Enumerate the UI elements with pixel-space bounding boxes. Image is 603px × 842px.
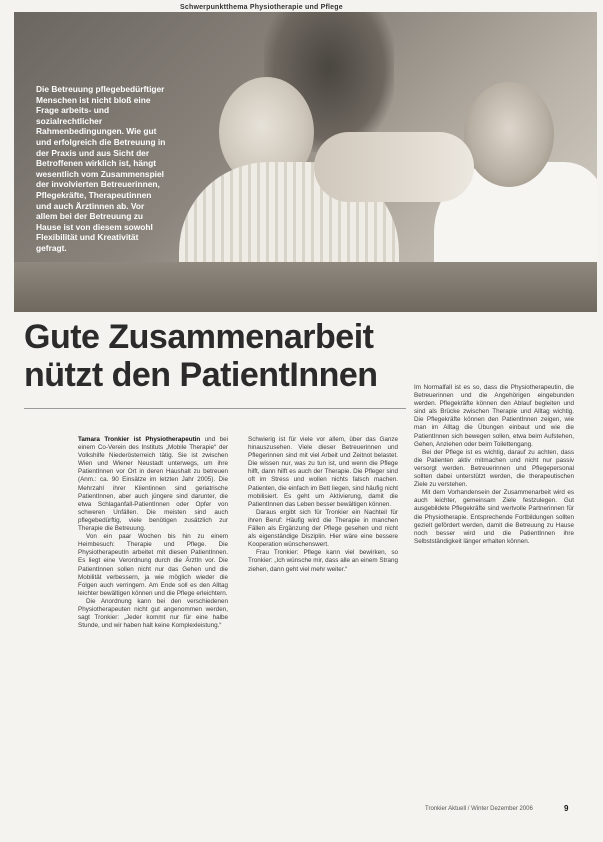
column-2-paragraph-1: Schwierig ist für viele vor allem, über das Ganze hinauszusehen. Viele dieser Betreuerinnen und Pflegerinnen sind mit viel Arbeit und Zeitnot belastet. Die wissen nur, was zu tun ist, und wenn die Pflege hilft, dann hilft es auch der Therapie. Die Pfleger sind oft im Stress und wollen nichts falsch machen. Patienten, die einfach im Bett liegen, sind häufig nicht mobilisiert. Es geht um Aktivierung, damit die PatientInnen das Leben besser bewältigen können. xyxy=(248,436,398,508)
headline xyxy=(24,318,378,394)
page-number: 9 xyxy=(564,804,569,813)
column-1-paragraph-2: Von ein paar Wochen bis hin zu einem Heimbesuch: Therapie und Pflege. Die PhysiotherapeutIn arbeitet mit diesen PatientInnen. Es liegt eine Verordnung durch die ÄrztIn vor. Die PatientInnen sollen nicht nur das Gehen und die Mobilität verbessern, ja wie möglich wieder die Folgen auch verringern. Am Ende soll es den Alltag leichter bewältigen können und die Pflege erleichtern. xyxy=(78,533,228,597)
article-photo xyxy=(14,12,597,312)
column-3-paragraph-2: Bei der Pflege ist es wichtig, darauf zu achten, dass die Patienten aktiv mitmachen und nicht nur passiv versorgt werden. Betreuerinnen und Pflegepersonal sollten dabei unterstützt werden, die therapeutischen Ziele zu verstehen. xyxy=(414,448,574,489)
column-1-paragraph-3: Die Anordnung kann bei den verschiedenen Physiotherapeuten nicht gut angenommen werden, sagt Tronkier: „Jeder kommt nur für eine halbe Stunde, und wir haben halt keine Komplexleistung.“ xyxy=(78,597,228,630)
lead-text: Tamara Tronkier ist Physiotherapeutin xyxy=(78,436,201,443)
photo-table xyxy=(14,262,597,312)
photo-man-head xyxy=(464,82,554,187)
section-header: Schwerpunktthema Physiotherapie und Pflege xyxy=(180,4,343,11)
column-1-paragraph-1 xyxy=(78,436,228,533)
column-2-paragraph-3: Frau Tronkier: Pflege kann viel bewirken, so Tronkier: „Ich wünsche mir, dass alle an einem Strang ziehen, dann geht viel mehr weiter.“ xyxy=(248,549,398,573)
article-column-3 xyxy=(414,384,574,546)
photo-caption: Die Betreuung pflegebedürftiger Menschen ist nicht bloß eine Frage arbeits- und sozialrechtlicher Rahmenbedingungen. Wie gut und erfolgreich die Betreuung in der Praxis und aus Sicht der Betroffenen wirklich ist, hängt wesentlich vom Zusammenspiel der involvierten Betreuerinnen, Pflegekräfte, Therapeutinnen und auch Ärztinnen ab. Vor allem bei der Betreuung zu Hause ist von diesem sowohl Flexibilität und Kreativität gefragt. xyxy=(36,84,166,253)
photo-arms xyxy=(314,132,474,202)
article-column-2 xyxy=(248,436,398,574)
column-1-paragraph-1-rest: und bei einem Co-Verein des Instituts „Mobile Therapie“ der Volkshilfe Niederösterreich tätig. Sie ist zwischen Wien und Wiener Neustadt unterwegs, um ihre PatientInnen vor Ort in deren Haushalt zu betreuen (Anm.: ca. 90 Einsätze im letzten Jahr 2005). Die Mehrzahl ihrer Klientinnen sind geriatrische PatientInnen, aber auch jüngere sind darunter, die etwa Schlaganfall-PatientInnen oder Opfer von schweren Unfällen. Die meisten sind auch pflegebedürftig, viele benötigen zusätzlich zur Therapie die Betreuung. xyxy=(78,436,228,533)
headline-line-1: Gute Zusammenarbeit xyxy=(24,318,374,356)
column-2-paragraph-2: Daraus ergibt sich für Tronkier ein Nachteil für ihren Beruf: Häufig wird die Therapie in manchen Fällen als Ergänzung der Pflege gesehen und nicht als eigenständige Disziplin. Hier wäre eine bessere Kooperation wünschenswert. xyxy=(248,508,398,549)
headline-divider xyxy=(24,408,406,409)
column-3-paragraph-3: Mit dem Vorhandensein der Zusammenarbeit wird es auch leichter, gemeinsam Ziele festzulegen. Gut ausgebildete Pflegekräfte sind wertvolle Partnerinnen für die Physiotherapie. Entsprechende Fortbildungen sollten gezielt gefördert werden, damit die Betreuung zu Hause noch besser wird und die PatientInnen ihre Selbstständigkeit länger erhalten können. xyxy=(414,489,574,545)
column-3-paragraph-1: Im Normalfall ist es so, dass die Physiotherapeutin, die Betreuerinnen und die Angehörigen eingebunden werden. Pflegekräfte können den Ablauf begleiten und sind als Brücke zwischen Therapie und Alltag wichtig. Die Pflegekräfte können den PatientInnen zeigen, wie man im Alltag die Übungen einbaut und wie die PatientInnen sich bewegen sollen, etwa beim Aufstehen, Gehen, Anziehen oder beim Toilettengang. xyxy=(414,384,574,448)
footer-text: Tronkier Aktuell / Winter Dezember 2006 xyxy=(425,806,533,812)
article-column-1 xyxy=(78,436,228,630)
headline-line-2: nützt den PatientInnen xyxy=(24,356,378,394)
